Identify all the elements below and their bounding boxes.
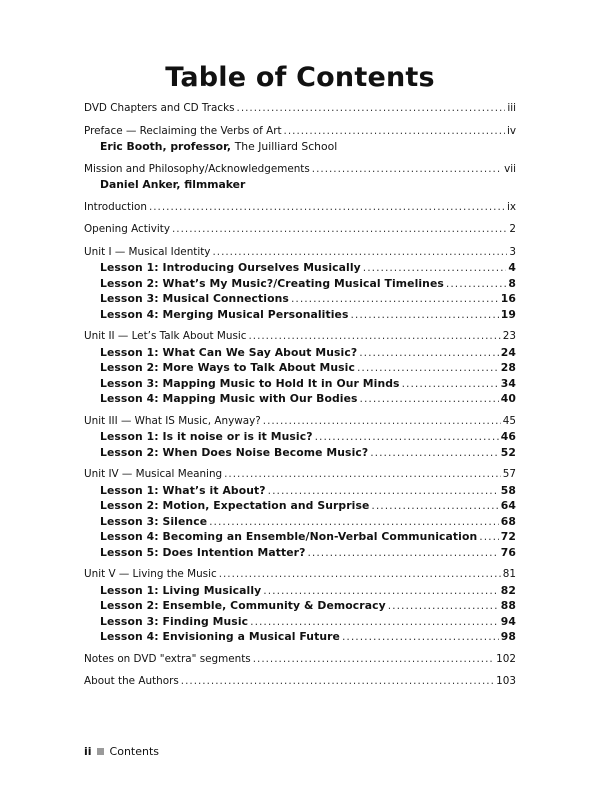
dot-leader xyxy=(209,514,499,530)
dot-leader xyxy=(172,222,507,238)
toc-section xyxy=(84,652,516,668)
toc-entry-page: 103 xyxy=(496,675,516,687)
toc-lesson-title: Lesson 3: Silence xyxy=(100,514,208,528)
toc-entry-page: 102 xyxy=(496,652,516,665)
toc-lesson-title: Lesson 1: Living Musically xyxy=(100,583,262,597)
toc-lesson-title: Lesson 1: What’s it About? xyxy=(100,483,266,497)
toc-section xyxy=(84,200,516,216)
section-gap xyxy=(84,193,516,200)
toc-entry-page: vii xyxy=(504,162,516,175)
toc-entry xyxy=(84,329,516,345)
toc-lesson xyxy=(84,614,516,630)
dot-leader xyxy=(371,498,498,514)
section-gap xyxy=(84,155,516,162)
toc-section xyxy=(84,101,516,117)
toc-lesson-title: Lesson 4: Merging Musical Personalities xyxy=(100,307,349,321)
dot-leader xyxy=(446,276,506,292)
section-gap xyxy=(84,645,516,652)
section-gap xyxy=(84,117,516,124)
toc-lesson-page: 24 xyxy=(500,345,516,359)
toc-section xyxy=(84,414,516,461)
dot-leader xyxy=(370,445,499,461)
toc-entry-title: Unit I — Musical Identity xyxy=(84,245,211,258)
toc-entry-title: Notes on DVD "extra" segments xyxy=(84,652,251,665)
dot-leader xyxy=(291,291,499,307)
section-gap xyxy=(84,460,516,467)
toc-entry xyxy=(84,222,516,238)
dot-leader xyxy=(224,467,501,483)
dot-leader xyxy=(342,629,499,645)
toc-entry-page: 45 xyxy=(502,414,516,427)
toc-lesson-title: Lesson 1: Is it noise or is it Music? xyxy=(100,430,313,443)
toc-lesson-title: Lesson 4: Envisioning a Musical Future xyxy=(100,630,340,643)
toc-lesson-page: 68 xyxy=(500,514,516,528)
dot-leader xyxy=(149,200,505,216)
toc-lesson xyxy=(84,598,516,614)
toc-lesson-page: 98 xyxy=(500,630,516,643)
toc-lesson xyxy=(84,483,516,499)
dot-leader xyxy=(268,483,499,499)
toc-lesson-page: 8 xyxy=(508,276,516,290)
toc-lesson-page: 94 xyxy=(500,614,516,628)
toc-lesson xyxy=(84,583,516,599)
toc-lesson xyxy=(84,445,516,461)
dot-leader xyxy=(250,614,499,630)
toc-lesson-title: Lesson 2: Ensemble, Community & Democracy xyxy=(100,599,386,612)
toc-lesson-page: 28 xyxy=(500,361,516,374)
toc-credit xyxy=(84,139,516,155)
section-gap xyxy=(84,667,516,674)
toc-lesson xyxy=(84,260,516,276)
toc-lesson xyxy=(84,307,516,323)
credit-name: Eric Booth, professor, xyxy=(100,140,235,153)
dot-leader xyxy=(263,583,498,599)
toc-entry-page: iv xyxy=(506,124,516,137)
toc-section xyxy=(84,222,516,238)
toc-entry xyxy=(84,101,516,117)
toc-entry-title: Opening Activity xyxy=(84,223,170,235)
toc-lesson xyxy=(84,360,516,376)
toc-lesson-title: Lesson 2: When Does Noise Become Music? xyxy=(100,445,369,459)
toc-lesson-page: 72 xyxy=(500,530,516,543)
toc-entry-title: Mission and Philosophy/Acknowledgements xyxy=(84,162,310,175)
section-gap xyxy=(84,560,516,567)
dot-leader xyxy=(479,529,498,545)
toc-entry xyxy=(84,124,516,140)
toc-entry-title: Unit V — Living the Music xyxy=(84,568,217,580)
dot-leader xyxy=(357,360,499,376)
dot-leader xyxy=(212,245,507,261)
toc-lesson xyxy=(84,514,516,530)
toc-lesson-title: Lesson 5: Does Intention Matter? xyxy=(100,545,306,559)
toc-section xyxy=(84,124,516,155)
toc-lesson xyxy=(84,545,516,561)
toc-lesson-title: Lesson 4: Mapping Music with Our Bodies xyxy=(100,392,358,405)
toc-entry xyxy=(84,467,516,483)
toc-entry-title: Unit III — What IS Music, Anyway? xyxy=(84,414,261,427)
dot-leader xyxy=(363,260,507,276)
toc-section xyxy=(84,674,516,690)
page-title: Table of Contents xyxy=(165,62,435,93)
toc-lesson-page: 58 xyxy=(500,483,516,497)
toc-section xyxy=(84,245,516,323)
toc-lesson-page: 40 xyxy=(500,392,516,405)
credit-name: Daniel Anker, filmmaker xyxy=(100,178,246,191)
toc-lesson-page: 88 xyxy=(500,599,516,612)
dot-leader xyxy=(307,545,498,561)
toc-entry xyxy=(84,567,516,583)
toc-lesson-page: 52 xyxy=(500,445,516,459)
dot-leader xyxy=(263,414,501,430)
footer-square-icon xyxy=(97,748,104,755)
toc-lesson-title: Lesson 2: What’s My Music?/Creating Musical Timelines xyxy=(100,276,444,290)
toc-lesson xyxy=(84,629,516,645)
toc-lesson xyxy=(84,276,516,292)
toc-credit xyxy=(84,177,516,193)
toc-lesson-title: Lesson 3: Finding Music xyxy=(100,614,249,628)
toc-lesson xyxy=(84,291,516,307)
toc-lesson-title: Lesson 2: Motion, Expectation and Surprise xyxy=(100,499,370,512)
footer-page-number: ii xyxy=(84,745,92,758)
toc-lesson-page: 16 xyxy=(500,292,516,305)
toc-entry-page: 2 xyxy=(509,223,516,235)
toc-lesson xyxy=(84,429,516,445)
toc-entry-page: 3 xyxy=(509,245,516,258)
toc-entry-page: 23 xyxy=(502,330,516,342)
toc-section xyxy=(84,567,516,645)
dot-leader xyxy=(248,329,500,345)
toc-lesson-title: Lesson 4: Becoming an Ensemble/Non-Verbal Communication xyxy=(100,530,478,543)
toc-entry-title: DVD Chapters and CD Tracks xyxy=(84,102,235,114)
section-gap xyxy=(84,407,516,414)
dot-leader xyxy=(284,124,505,140)
toc-section xyxy=(84,329,516,407)
toc-lesson-page: 19 xyxy=(500,307,516,321)
toc-lesson xyxy=(84,498,516,514)
toc-lesson-page: 76 xyxy=(500,545,516,559)
dot-leader xyxy=(219,567,501,583)
toc-lesson-page: 64 xyxy=(500,499,516,512)
credit-organization: The Juilliard School xyxy=(234,140,338,153)
toc-entry xyxy=(84,652,516,668)
toc-entry xyxy=(84,162,516,178)
footer-label: Contents xyxy=(109,745,160,758)
toc-lesson-title: Lesson 2: More Ways to Talk About Music xyxy=(100,361,355,374)
toc-entry-page: iii xyxy=(507,102,516,114)
toc-lesson-title: Lesson 1: What Can We Say About Music? xyxy=(100,345,358,359)
table-of-contents xyxy=(84,101,516,690)
toc-lesson-title: Lesson 3: Musical Connections xyxy=(100,292,289,305)
toc-section xyxy=(84,162,516,193)
dot-leader xyxy=(181,674,494,690)
toc-entry-title: Introduction xyxy=(84,200,147,213)
toc-entry-title: About the Authors xyxy=(84,675,179,687)
toc-lesson xyxy=(84,529,516,545)
toc-entry xyxy=(84,414,516,430)
toc-entry-title: Unit II — Let’s Talk About Music xyxy=(84,330,247,342)
toc-lesson-page: 4 xyxy=(508,261,516,274)
toc-entry xyxy=(84,674,516,690)
toc-entry xyxy=(84,200,516,216)
dot-leader xyxy=(360,391,499,407)
toc-entry-title: Unit IV — Musical Meaning xyxy=(84,468,223,480)
dot-leader xyxy=(388,598,499,614)
section-gap xyxy=(84,215,516,222)
toc-lesson-page: 46 xyxy=(500,430,516,443)
toc-lesson-title: Lesson 1: Introducing Ourselves Musically xyxy=(100,261,361,274)
toc-lesson xyxy=(84,376,516,392)
dot-leader xyxy=(312,162,502,178)
toc-entry-page: 57 xyxy=(502,468,516,480)
dot-leader xyxy=(351,307,499,323)
toc-lesson xyxy=(84,345,516,361)
dot-leader xyxy=(253,652,494,668)
dot-leader xyxy=(359,345,499,361)
toc-entry xyxy=(84,245,516,261)
section-gap xyxy=(84,238,516,245)
section-gap xyxy=(84,322,516,329)
toc-entry-title: Preface — Reclaiming the Verbs of Art xyxy=(84,124,282,137)
toc-lesson-page: 34 xyxy=(500,376,516,390)
toc-lesson xyxy=(84,391,516,407)
dot-leader xyxy=(237,101,506,117)
toc-lesson-page: 82 xyxy=(500,583,516,597)
page-footer xyxy=(84,745,159,758)
toc-entry-page: ix xyxy=(506,200,516,213)
toc-section xyxy=(84,467,516,560)
dot-leader xyxy=(402,376,499,392)
toc-entry-page: 81 xyxy=(502,568,516,580)
toc-lesson-title: Lesson 3: Mapping Music to Hold It in Our Minds xyxy=(100,376,400,390)
dot-leader xyxy=(315,429,499,445)
